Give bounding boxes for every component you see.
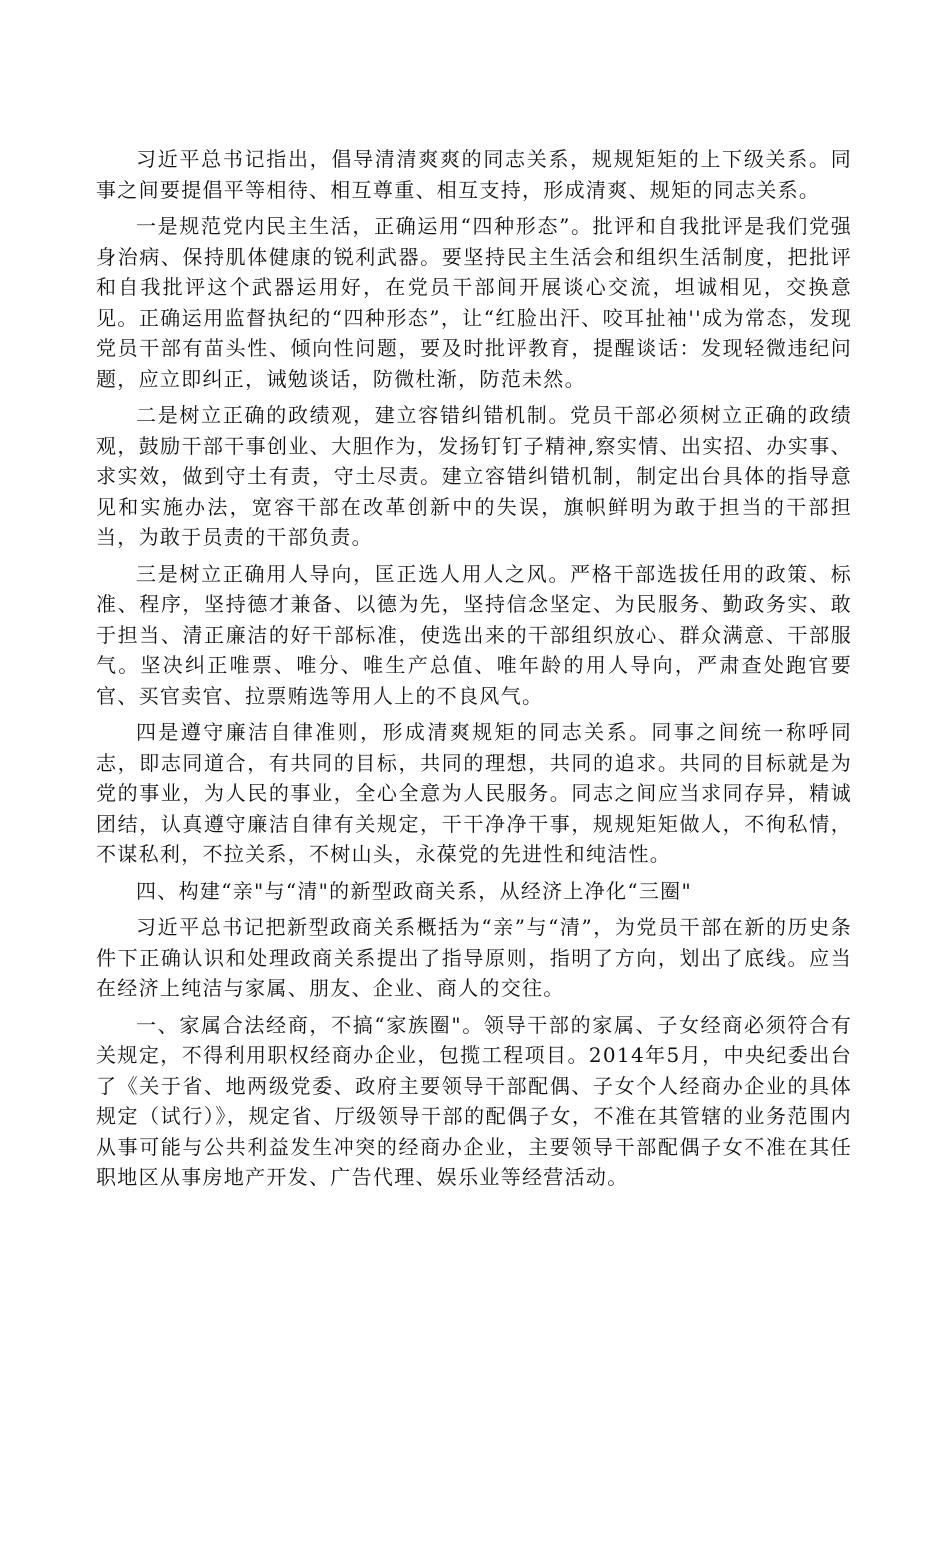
paragraph-point-three: 三是树立正确用人导向，匡正选人用人之风。严格干部选拔任用的政策、标准、程序，坚持德才兼备、以德为先，坚持信念坚定、为民服务、勤政务实、敢于担当、清正廉洁的好干部标准，使选出来的干部组织放心、群众满意、干部服气。坚决纠正唯票、唯分、唯生产总值、唯年龄的用人导向，严肃查处跑官要官、买官卖官、拉票贿选等用人上的不良风气。 — [96, 561, 852, 708]
paragraph-family-business: 一、家属合法经商，不搞“家族圈"。领导干部的家属、子女经商必须符合有关规定，不得利用职权经商办企业，包揽工程项目。2014年5月，中央纪委出台了《关于省、地两级党委、政府主要领导干部配偶、子女个人经商办企业的具体规定（试行）》，规定省、厅级领导干部的配偶子女，不准在其管辖的业务范围内从事可能与公共利益发生冲突的经商办企业，主要领导干部配偶子女不准在其任职地区从事房地产开发、广告代理、娱乐业等经营活动。 — [96, 1012, 852, 1189]
paragraph-point-two: 二是树立正确的政绩观，建立容错纠错机制。党员干部必须树立正确的政绩观，鼓励干部干事创业、大胆作为，发扬钉钉子精神,察实情、出实招、办实事、求实效，做到守土有责，守土尽责。建立容错纠错机制，制定出台具体的指导意见和实施办法，宽容干部在改革创新中的失误，旗帜鲜明为敢于担当的干部担当，为敢于员责的干部负责。 — [96, 403, 852, 549]
paragraph-point-four: 四是遵守廉洁自律准则，形成清爽规矩的同志关系。同事之间统一称呼同志，即志同道合，有共同的目标，共同的理想，共同的追求。共同的目标就是为党的事业，为人民的事业，全心全意为人民服务。同志之间应当求同存异，精诚团结，认真遵守廉洁自律有关规定，干干净净干事，规规矩矩做人，不徇私情，不谋私利，不拉关系，不树山头，永葆党的先进性和纯洁性。 — [96, 720, 852, 866]
paragraph-point-one: 一是规范党内民主生活，正确运用“四种形态”。批评和自我批评是我们党强身治病、保持肌体健康的锐利武器。要坚持民主生活会和组织生活制度，把批评和自我批评这个武器运用好，在党员干部间开展谈心交流，坦诚相见，交换意见。正确运用监督执纪的“四种形态”，让“红脸出汗、咬耳扯袖''成为常态，发现党员干部有苗头性、倾向性问题，要及时批评教育，提醒谈话：发现轻微违纪问题，应立即纠正，诫勉谈话，防微杜渐，防范未然。 — [96, 214, 852, 391]
section-heading-four: 四、构建“亲"与“清"的新型政商关系，从经济上净化“三圈" — [136, 878, 692, 903]
paragraph-intro: 习近平总书记指出，倡导清清爽爽的同志关系，规规矩矩的上下级关系。同事之间要提倡平等相待、相互尊重、相互支持，形成清爽、规矩的同志关系。 — [96, 147, 852, 202]
document-page — [96, 144, 852, 1199]
paragraph-section-intro: 习近平总书记把新型政商关系概括为“亲”与“清”，为党员干部在新的历史条件下正确认识和处理政商关系提出了指导原则，指明了方向，划出了底线。应当在经济上纯洁与家属、朋友、企业、商人的交往。 — [96, 915, 852, 1000]
